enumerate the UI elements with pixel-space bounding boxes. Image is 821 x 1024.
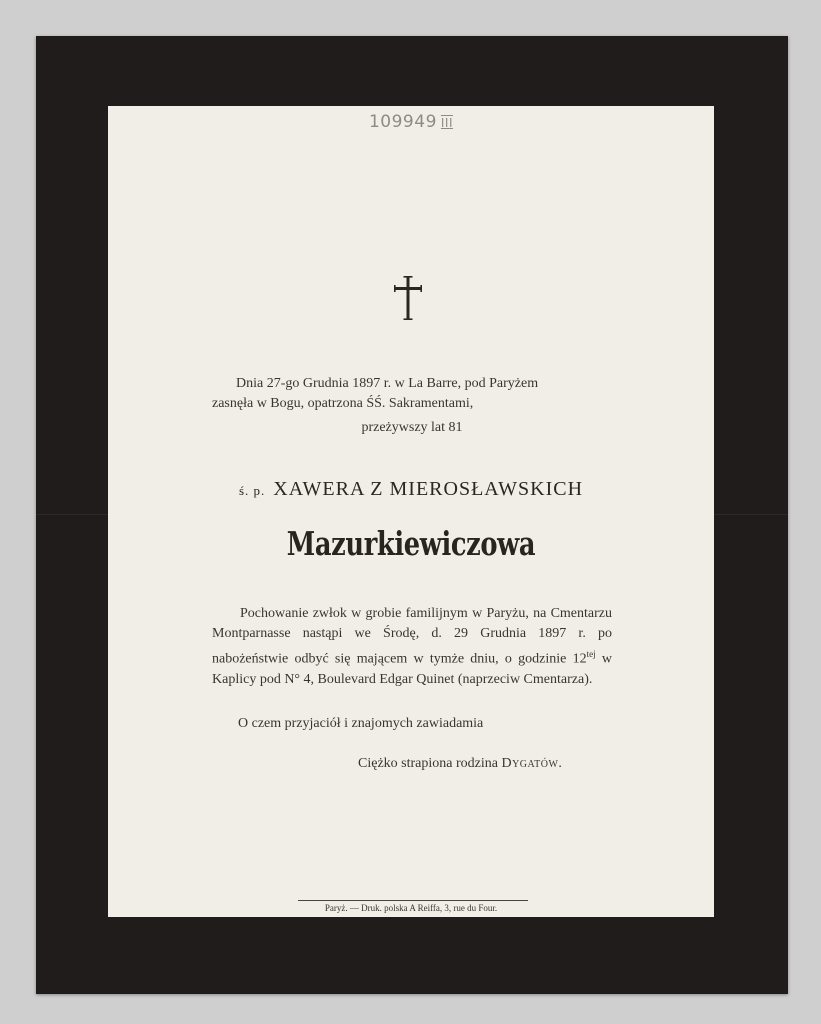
inventory-number (108, 112, 714, 132)
obituary-sheet (108, 106, 714, 917)
deceased-name-line (108, 478, 714, 501)
announcement-line-2: zasnęła w Bogu, opatrzona ŚŚ. Sakramentami, (212, 396, 474, 411)
hour-ordinal-suffix: tej (586, 649, 596, 659)
family-name: Dygatów. (501, 756, 563, 771)
family-lead: Ciężko strapiona rodzina (358, 756, 498, 771)
cross-icon (391, 274, 425, 322)
deceased-prefix: ś. p. (238, 483, 266, 498)
announcement-line-3: przeżywszy lat 81 (361, 420, 463, 435)
death-announcement-paragraph (212, 374, 612, 438)
black-mourning-border (36, 36, 788, 994)
funeral-details-paragraph (212, 604, 612, 690)
printer-rule (298, 900, 528, 901)
signature-line (358, 756, 562, 772)
inventory-suffix: III (440, 116, 454, 130)
printer-imprint: Paryż. — Druk. polska A Reiffa, 3, rue du Four. (324, 903, 498, 913)
deceased-name: XAWERA Z MIEROSŁAWSKICH (273, 478, 584, 500)
announcement-line-1: Dnia 27-go Grudnia 1897 r. w La Barre, pod Paryżem (236, 376, 539, 391)
notification-line: O czem przyjaciół i znajomych zawiadamia (238, 716, 484, 731)
deceased-surname: Mazurkiewiczowa (286, 524, 536, 563)
funeral-details-part1: Pochowanie zwłok w grobie familijnym w Paryżu, na Cmentarzu Montparnasse nastąpi we Środę, d. 29 Grudnia 1897 r. po nabożeństwie odbyć się mającem w tymże dniu, o godzinie 12 (212, 606, 612, 667)
funeral-details-part2: w Kaplicy pod N° 4, Boulevard Edgar Quinet (naprzeciw Cmentarza). (212, 651, 612, 687)
inventory-number-value: 109949 (368, 112, 437, 132)
